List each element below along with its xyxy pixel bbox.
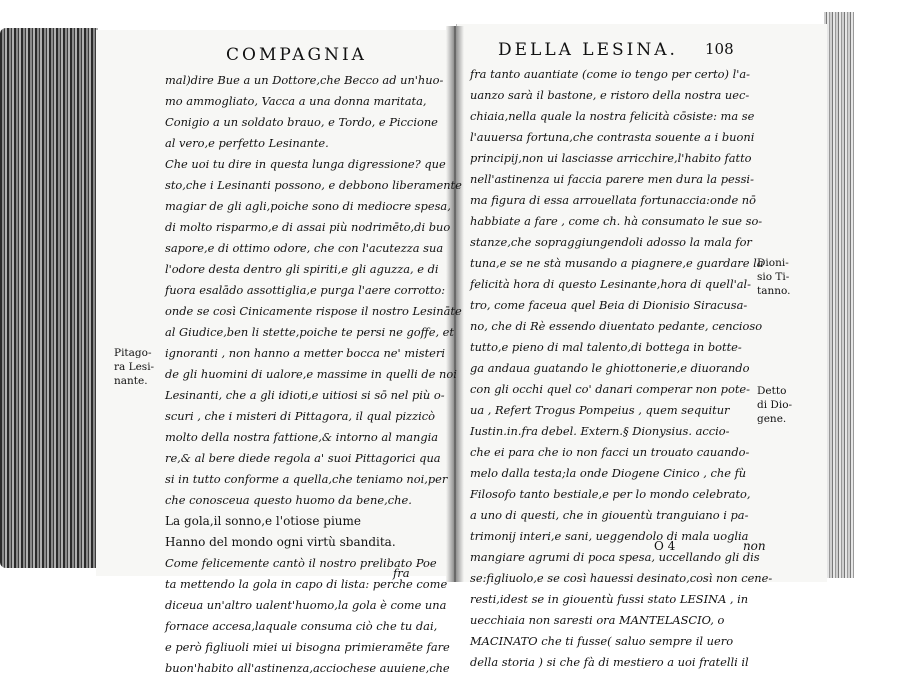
text-line: buon'habito all'astinenza,acciochese auuiene,che — [165, 661, 450, 675]
text-line: felicità hora di questo Lesinante,hora di quell'al- — [470, 277, 752, 291]
text-line: che conosceua questo huomo da bene,che. — [165, 493, 412, 507]
left-text-block — [165, 70, 462, 679]
page-number: 108 — [705, 40, 734, 58]
text-line: l'auuersa fortuna,che contrasta souente a i buoni — [470, 130, 755, 144]
right-text-block — [470, 64, 772, 673]
text-line: nell'astinenza ui faccia parere men dura la pessi- — [470, 172, 754, 186]
text-line: e però figliuoli miei ui bisogna primieramēte fare — [165, 640, 450, 654]
verse-line: La gola,il sonno,e l'otiose piume — [165, 514, 361, 528]
text-line: fuora esalādo assottiglia,e purga l'aere corrotto: — [165, 283, 446, 297]
left-catchword: fra — [393, 566, 410, 580]
text-line: mangiare agrumi di poca spesa, uccellando gli dis — [470, 550, 760, 564]
text-line: sapore,e di ottimo odore, che con l'acutezza sua — [165, 241, 444, 255]
text-line: habbiate a fare , come ch. hà consumato le sue so- — [470, 214, 763, 228]
text-line: ta mettendo la gola in capo di lista: perche come — [165, 577, 448, 591]
right-catchword: non — [742, 539, 766, 553]
right-footer — [654, 539, 766, 553]
text-line: che ei para che io non facci un trouato cauando- — [470, 445, 750, 459]
text-line: molto della nostra fattione,& intorno al mangia — [165, 430, 439, 444]
text-line: uecchiaia non saresti ora MANTELASCIO, o — [470, 613, 725, 627]
text-line: no, che di Rè essendo diuentato pedante, cencioso — [470, 319, 763, 333]
text-line: Come felicemente cantò il nostro prelibato Poe — [165, 556, 437, 570]
text-line: magiar de gli agli,poiche sono di mediocre spesa, — [165, 199, 451, 213]
text-line: Che uoi tu dire in questa lunga digressione? que — [165, 157, 446, 171]
text-line: si in tutto conforme a quella,che teniamo noi,per — [165, 472, 448, 486]
right-page-edges — [824, 12, 854, 578]
text-line: principij,non ui lasciasse arricchire,l'habito fatto — [470, 151, 752, 165]
text-line: tuna,e se ne stà musando a piagnere,e guardare la — [470, 256, 764, 270]
text-line: diceua un'altro ualent'huomo,la gola è come una — [165, 598, 447, 612]
text-line: onde se così Cinicamente rispose il nostro Lesināte — [165, 304, 462, 318]
text-line: mal)dire Bue a un Dottore,che Becco ad un'huo- — [165, 73, 444, 87]
text-line: MACINATO che ti fusse( saluo sempre il uero — [470, 634, 734, 648]
text-line: Lesinanti, che a gli idioti,e uitiosi si sō nel più o- — [165, 388, 445, 402]
text-line: melo dalla testa;la onde Diogene Cinico , che fù — [470, 466, 747, 480]
text-line: fra tanto auantiate (come io tengo per certo) l'a- — [470, 67, 751, 81]
text-line: l'odore desta dentro gli spiriti,e gli aguzza, e di — [165, 262, 439, 276]
text-line: a uno di questi, che in giouentù tranguiano i pa- — [470, 508, 749, 522]
text-line: fornace accesa,laquale consuma ciò che tu dai, — [165, 619, 438, 633]
text-line: ua , Refert Trogus Pompeius , quem sequitur — [470, 403, 730, 417]
margin-note-dionisio: Dioni- sio Ti- tanno. — [757, 257, 791, 297]
text-line: de gli huomini di ualore,e massime in quelli de noi — [165, 367, 457, 381]
text-line: resti,idest se in giouentù fussi stato LESINA , in — [470, 592, 749, 606]
text-line: tutto,e pieno di mal talento,di bottega in botte- — [470, 340, 742, 354]
left-running-head: COMPAGNIA — [226, 45, 367, 65]
right-running-head: DELLA LESINA. — [498, 40, 678, 60]
verse-line: Hanno del mondo ogni virtù sbandita. — [165, 535, 396, 549]
text-line: Filosofo tanto bestiale,e per lo mondo celebrato, — [470, 487, 751, 501]
text-line: Iustin.in.fra debel. Extern.§ Dionysius. accio- — [470, 424, 730, 438]
text-line: re,& al bere diede regola a' suoi Pittagorici qua — [165, 451, 441, 465]
text-line: trimonij interi,e sani, ueggendolo di mala uoglia — [470, 529, 749, 543]
text-line: ignoranti , non hanno a metter bocca ne' misteri — [165, 346, 445, 360]
margin-note-pitagora: Pitago- ra Lesi- nante. — [114, 347, 155, 387]
text-line: sto,che i Lesinanti possono, e debbono liberamente — [165, 178, 462, 192]
text-line: mo ammogliato, Vacca a una donna maritata, — [165, 94, 427, 108]
text-line: al Giudice,ben li stette,poiche te persi ne goffe, et — [165, 325, 454, 339]
text-line: uanzo sarà il bastone, e ristoro della nostra uec- — [470, 88, 750, 102]
signature-mark: O 4 — [654, 539, 676, 553]
left-page-edges — [0, 28, 98, 568]
text-line: se:figliuolo,e se così hauessi desinato,così non cene- — [470, 571, 773, 585]
text-line: tro, come faceua quel Beia di Dionisio Siracusa- — [470, 298, 748, 312]
text-line: scuri , che i misteri di Pittagora, il qual pizzicò — [165, 409, 436, 423]
text-line: della storia ) si che fà di mestiero a uoi fratelli il — [470, 655, 749, 669]
text-line: stanze,che sopraggiungendoli adosso la mala for — [470, 235, 752, 249]
text-line: ma figura di essa arrouellata fortunaccia:onde nō — [470, 193, 757, 207]
text-line: con gli occhi quel co' danari comperar non pote- — [470, 382, 750, 396]
text-line: Conigio a un soldato brauo, e Tordo, e Piccione — [165, 115, 438, 129]
margin-note-diogene: Detto di Dio- gene. — [757, 385, 793, 425]
text-line: ga andaua guatando le ghiottonerie,e diuorando — [470, 361, 750, 375]
text-line: al vero,e perfetto Lesinante. — [165, 136, 329, 150]
text-line: di molto risparmo,e di assai più nodrimēto,di buo — [165, 220, 451, 234]
text-line: chiaia,nella quale la nostra felicità cōsiste: ma se — [470, 109, 755, 123]
